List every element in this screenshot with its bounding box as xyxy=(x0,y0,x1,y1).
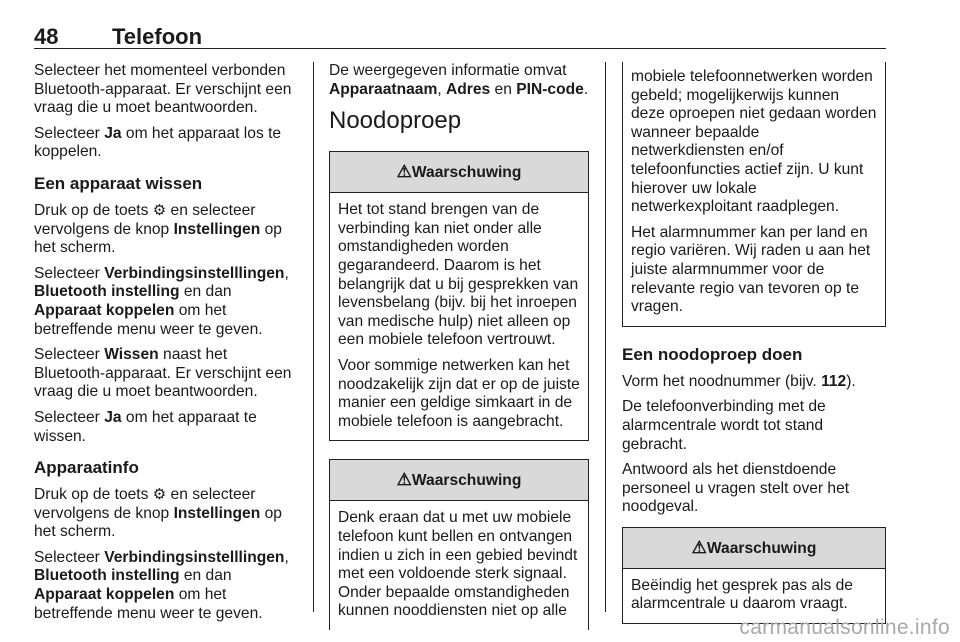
warning-box-continued xyxy=(622,62,886,327)
paragraph: Selecteer Ja om het apparaat te wissen. xyxy=(34,408,257,445)
section-heading: Een noodoproep doen xyxy=(622,344,803,364)
warning-text: Beëindig het gesprek pas als de alarmcentrale u daarom vraagt. xyxy=(631,576,853,613)
settings-key-icon: ⚙ xyxy=(152,486,167,504)
warning-text: Voor sommige netwerken kan het noodzakelijk zijn dat er op de juiste manier een geldige simkaart in de mobiele telefoon is aangebracht. xyxy=(338,356,580,430)
paragraph: Selecteer het momenteel verbonden Bluetooth-apparaat. Er verschijnt een vraag die u moet beantwoorden. xyxy=(34,62,292,117)
watermark: carmanualsonline.info xyxy=(739,616,950,639)
column-1 xyxy=(34,62,302,630)
warning-triangle-icon: ⚠ xyxy=(396,162,412,182)
warning-triangle-icon: ⚠ xyxy=(396,470,412,490)
page-number: 48 xyxy=(34,24,59,49)
page-header xyxy=(34,24,886,49)
column-2 xyxy=(329,62,589,630)
warning-header: ⚠Waarschuwing xyxy=(623,528,885,569)
paragraph: Selecteer Verbindingsinstelllingen, Bluetooth instelling en dan Apparaat koppelen om het betreffende menu weer te geven. xyxy=(34,548,289,622)
warning-text: Het alarmnummer kan per land en regio variëren. Wij raden u aan het juiste alarmnummer voor de relevante regio van tevoren op te vragen. xyxy=(631,223,871,316)
paragraph: Selecteer Ja om het apparaat los te koppelen. xyxy=(34,124,282,161)
paragraph: De telefoonverbinding met de alarmcentrale wordt tot stand gebracht. xyxy=(622,398,826,453)
warning-box xyxy=(329,459,589,630)
paragraph: Antwoord als het dienstdoende personeel u vragen stelt over het noodgeval. xyxy=(622,461,850,516)
column-divider xyxy=(605,62,606,612)
paragraph: Selecteer Verbindingsinstelllingen, Bluetooth instelling en dan Apparaat koppelen om het betreffende menu weer te geven. xyxy=(34,264,289,338)
paragraph: De weergegeven informatie omvat Apparaatnaam, Adres en PIN-code. xyxy=(329,62,589,98)
chapter-title: Telefoon xyxy=(112,24,203,49)
warning-text: mobiele telefoonnetwerken worden gebeld; mogelijkerwijs kunnen deze oproepen niet gedaan worden wanneer bepaalde netwerkdiensten en/of telefoonfuncties actief zijn. U kunt hierover uw lokale netwerkexploitant raadplegen. xyxy=(631,68,877,216)
settings-key-icon: ⚙ xyxy=(152,201,167,219)
warning-box xyxy=(329,151,589,441)
warning-header: ⚠Waarschuwing xyxy=(330,152,588,193)
paragraph: Druk op de toets ⚙ en selecteer vervolgens de knop Instellingen op het scherm. xyxy=(34,201,282,257)
paragraph: Selecteer Wissen naast het Bluetooth-apparaat. Er verschijnt een vraag die u moet beantwoorden. xyxy=(34,346,292,401)
paragraph: Vorm het noodnummer (bijv. 112). xyxy=(622,372,856,390)
paragraph: Druk op de toets ⚙ en selecteer vervolgens de knop Instellingen op het scherm. xyxy=(34,486,282,541)
section-heading: Een apparaat wissen xyxy=(34,173,203,193)
warning-header: ⚠Waarschuwing xyxy=(330,460,588,501)
warning-text: Denk eraan dat u met uw mobiele telefoon kunt bellen en ontvangen indien u zich in een gebied bevindt met een voldoende sterk signaal. Onder bepaalde omstandigheden kunnen nooddiensten niet op alle xyxy=(338,509,578,620)
warning-text: Het tot stand brengen van de verbinding kan niet onder alle omstandigheden worden gegarandeerd. Daarom is het belangrijk dat u bij gesprekken van levensbelang (bijv. bij het inroepen van medische hulp) niet alleen op een mobiele telefoon vertrouwt. xyxy=(338,201,579,349)
warning-triangle-icon: ⚠ xyxy=(691,537,707,557)
column-divider xyxy=(313,62,314,612)
warning-box xyxy=(622,527,886,624)
section-heading: Apparaatinfo xyxy=(34,458,139,478)
column-3 xyxy=(622,62,886,642)
section-title: Noodoproep xyxy=(329,107,462,135)
